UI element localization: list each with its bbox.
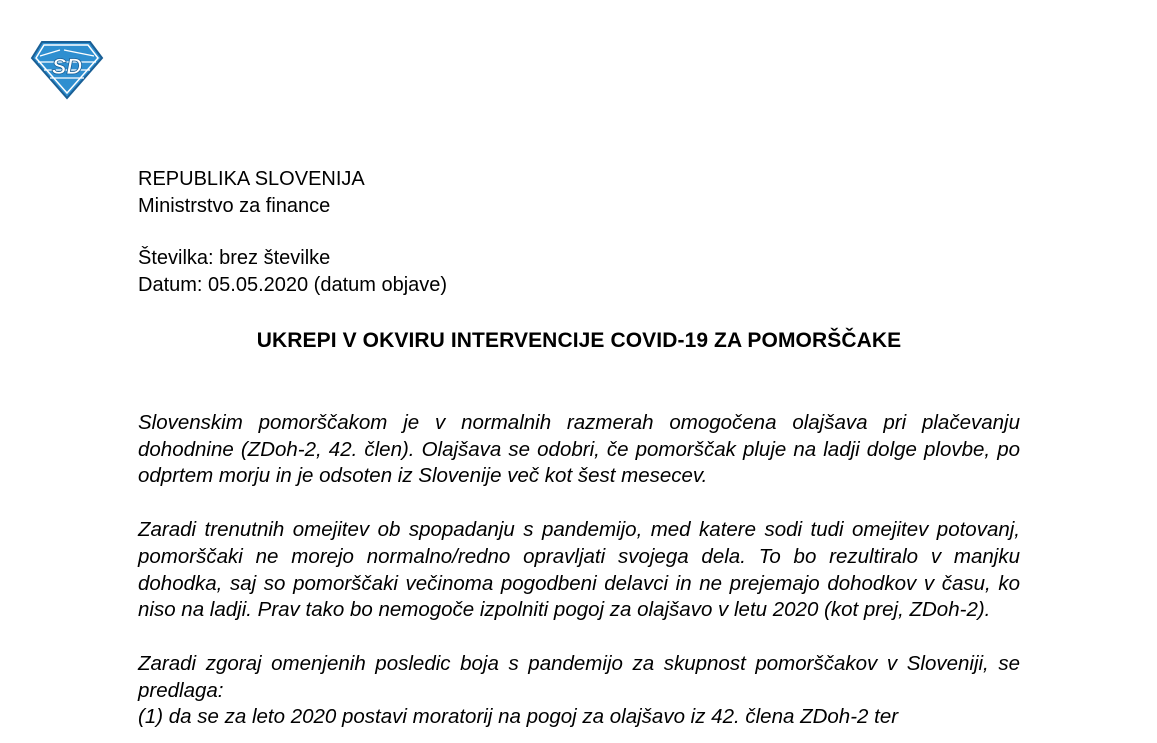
document-date: Datum: 05.05.2020 (datum objave)	[138, 274, 448, 296]
document-title: UKREPI V OKVIRU INTERVENCIJE COVID-19 ZA POMORŠČAKE	[256, 329, 902, 352]
list-item-1: (1) da se za leto 2020 postavi moratorij na pogoj za olajšavo iz 42. člena ZDoh-2 ter	[138, 705, 899, 729]
diamond-shield-icon	[30, 40, 104, 100]
document-body	[138, 410, 1020, 731]
document-number: Številka: brez številke	[138, 247, 331, 269]
paragraph-3: Zaradi zgoraj omenjenih posledic boja s pandemijo za skupnost pomorščakov v Sloveniji, se predlaga:	[138, 651, 1020, 702]
logo-emblem	[30, 40, 104, 100]
paragraph-1: Slovenskim pomorščakom je v normalnih razmerah omogočena olajšava pri plačevanju dohodnine (ZDoh-2, 42. člen). Olajšava se odobri, če pomorščak pluje na ladji dolge plovbe, po odprtem morju in je odsoten iz Slovenije več kot šest mesecev.	[138, 411, 1020, 488]
ministry-name: Ministrstvo za finance	[138, 195, 331, 217]
document-header	[138, 166, 447, 299]
country-name: REPUBLIKA SLOVENIJA	[138, 168, 365, 190]
header-spacer	[138, 220, 447, 245]
logo-mark-text: SD	[51, 54, 83, 79]
paragraph-2: Zaradi trenutnih omejitev ob spopadanju s pandemijo, med katere sodi tudi omejitev potovanj, pomorščaki ne morejo normalno/redno opravljati svojega dela. To bo rezultiralo v manjku dohodka, saj so pomorščaki večinoma pogodbeni delavci in ne prejemajo dohodkov v času, ko niso na ladji. Prav tako bo nemogoče izpolniti pogoj za olajšavo v letu 2020 (kot prej, ZDoh-2).	[138, 518, 1020, 622]
